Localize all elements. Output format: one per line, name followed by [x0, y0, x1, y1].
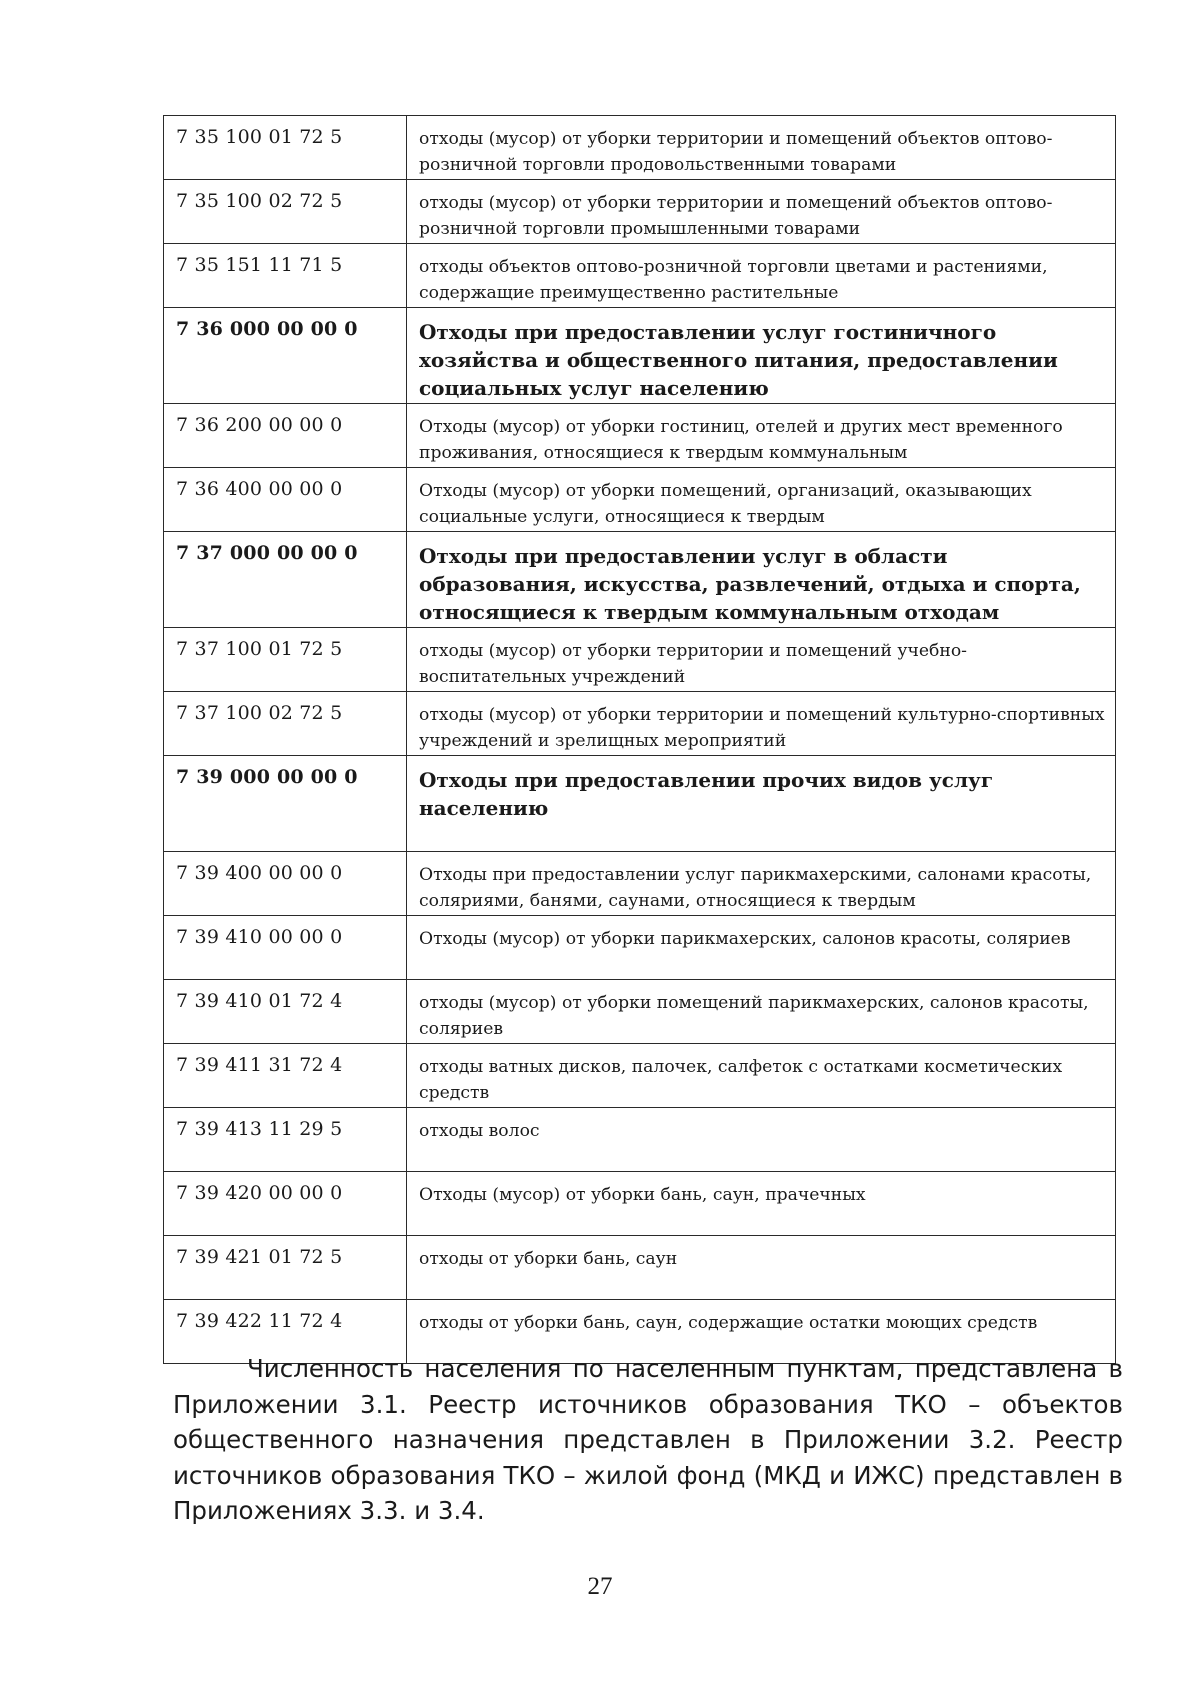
waste-code-cell: 7 37 100 01 72 5 — [164, 628, 407, 692]
table-row — [164, 1044, 1116, 1108]
waste-description-cell: Отходы (мусор) от уборки гостиниц, отелей и других мест временного проживания, относящиеся к твердым коммунальным — [407, 404, 1116, 468]
waste-description-cell: Отходы (мусор) от уборки парикмахерских, салонов красоты, соляриев — [407, 916, 1116, 980]
waste-code-cell: 7 37 000 00 00 0 — [164, 532, 407, 628]
table-row — [164, 1108, 1116, 1172]
table-row — [164, 980, 1116, 1044]
waste-description-cell: отходы ватных дисков, палочек, салфеток с остатками косметических средств — [407, 1044, 1116, 1108]
waste-description-cell: Отходы при предоставлении услуг гостиничного хозяйства и общественного питания, предоставлении социальных услуг населению — [407, 308, 1116, 404]
waste-description-cell: отходы (мусор) от уборки территории и помещений объектов оптово-розничной торговли промышленными товарами — [407, 180, 1116, 244]
waste-description-cell: отходы (мусор) от уборки территории и помещений учебно-воспитательных учреждений — [407, 628, 1116, 692]
waste-description-cell: отходы (мусор) от уборки территории и помещений объектов оптово-розничной торговли продовольственными товарами — [407, 116, 1116, 180]
waste-description-cell: отходы от уборки бань, саун — [407, 1236, 1116, 1300]
waste-code-cell: 7 37 100 02 72 5 — [164, 692, 407, 756]
table-row — [164, 308, 1116, 404]
waste-description-cell: Отходы (мусор) от уборки помещений, организаций, оказывающих социальные услуги, относящиеся к твердым — [407, 468, 1116, 532]
waste-code-cell: 7 35 151 11 71 5 — [164, 244, 407, 308]
table-row — [164, 180, 1116, 244]
waste-description-cell: Отходы (мусор) от уборки бань, саун, прачечных — [407, 1172, 1116, 1236]
waste-code-cell: 7 39 000 00 00 0 — [164, 756, 407, 852]
table-row — [164, 116, 1116, 180]
table-body — [164, 116, 1116, 1364]
table-row — [164, 244, 1116, 308]
waste-code-cell: 7 39 410 00 00 0 — [164, 916, 407, 980]
waste-description-cell: Отходы при предоставлении прочих видов услуг населению — [407, 756, 1116, 852]
waste-code-cell: 7 36 000 00 00 0 — [164, 308, 407, 404]
waste-code-cell: 7 39 411 31 72 4 — [164, 1044, 407, 1108]
table-row — [164, 468, 1116, 532]
waste-classification-table — [163, 115, 1116, 1364]
table-row — [164, 1172, 1116, 1236]
waste-code-cell: 7 39 421 01 72 5 — [164, 1236, 407, 1300]
table-row — [164, 628, 1116, 692]
waste-code-cell: 7 35 100 02 72 5 — [164, 180, 407, 244]
waste-code-cell: 7 39 420 00 00 0 — [164, 1172, 407, 1236]
waste-description-cell: отходы (мусор) от уборки территории и помещений культурно-спортивных учреждений и зрелищных мероприятий — [407, 692, 1116, 756]
waste-code-cell: 7 36 400 00 00 0 — [164, 468, 407, 532]
waste-description-cell: отходы от уборки бань, саун, содержащие остатки моющих средств — [407, 1300, 1116, 1364]
waste-code-cell: 7 39 400 00 00 0 — [164, 852, 407, 916]
table-row — [164, 756, 1116, 852]
table-row — [164, 852, 1116, 916]
table-row — [164, 692, 1116, 756]
waste-description-cell: отходы (мусор) от уборки помещений парикмахерских, салонов красоты, соляриев — [407, 980, 1116, 1044]
waste-description-cell: Отходы при предоставлении услуг парикмахерскими, салонами красоты, соляриями, банями, саунами, относящиеся к твердым — [407, 852, 1116, 916]
page-number: 27 — [587, 1573, 613, 1600]
body-paragraph: Численность населения по населенным пунктам, представлена в Приложении 3.1. Реестр источников образования ТКО – объектов общественного назначения представлен в Приложении 3.2. Реестр источников образования ТКО – жилой фонд (МКД и ИЖС) представлен в Приложениях 3.3. и 3.4. — [173, 1354, 1123, 1525]
waste-description-cell: отходы волос — [407, 1108, 1116, 1172]
waste-code-cell: 7 39 410 01 72 4 — [164, 980, 407, 1044]
waste-description-cell: отходы объектов оптово-розничной торговли цветами и растениями, содержащие преимущественно растительные — [407, 244, 1116, 308]
table-row — [164, 532, 1116, 628]
table-row — [164, 1236, 1116, 1300]
waste-code-cell: 7 36 200 00 00 0 — [164, 404, 407, 468]
table-row — [164, 916, 1116, 980]
waste-description-cell: Отходы при предоставлении услуг в области образования, искусства, развлечений, отдыха и спорта, относящиеся к твердым коммунальным отходам — [407, 532, 1116, 628]
waste-code-cell: 7 39 413 11 29 5 — [164, 1108, 407, 1172]
table-row — [164, 404, 1116, 468]
waste-code-cell: 7 39 422 11 72 4 — [164, 1300, 407, 1364]
waste-code-cell: 7 35 100 01 72 5 — [164, 116, 407, 180]
